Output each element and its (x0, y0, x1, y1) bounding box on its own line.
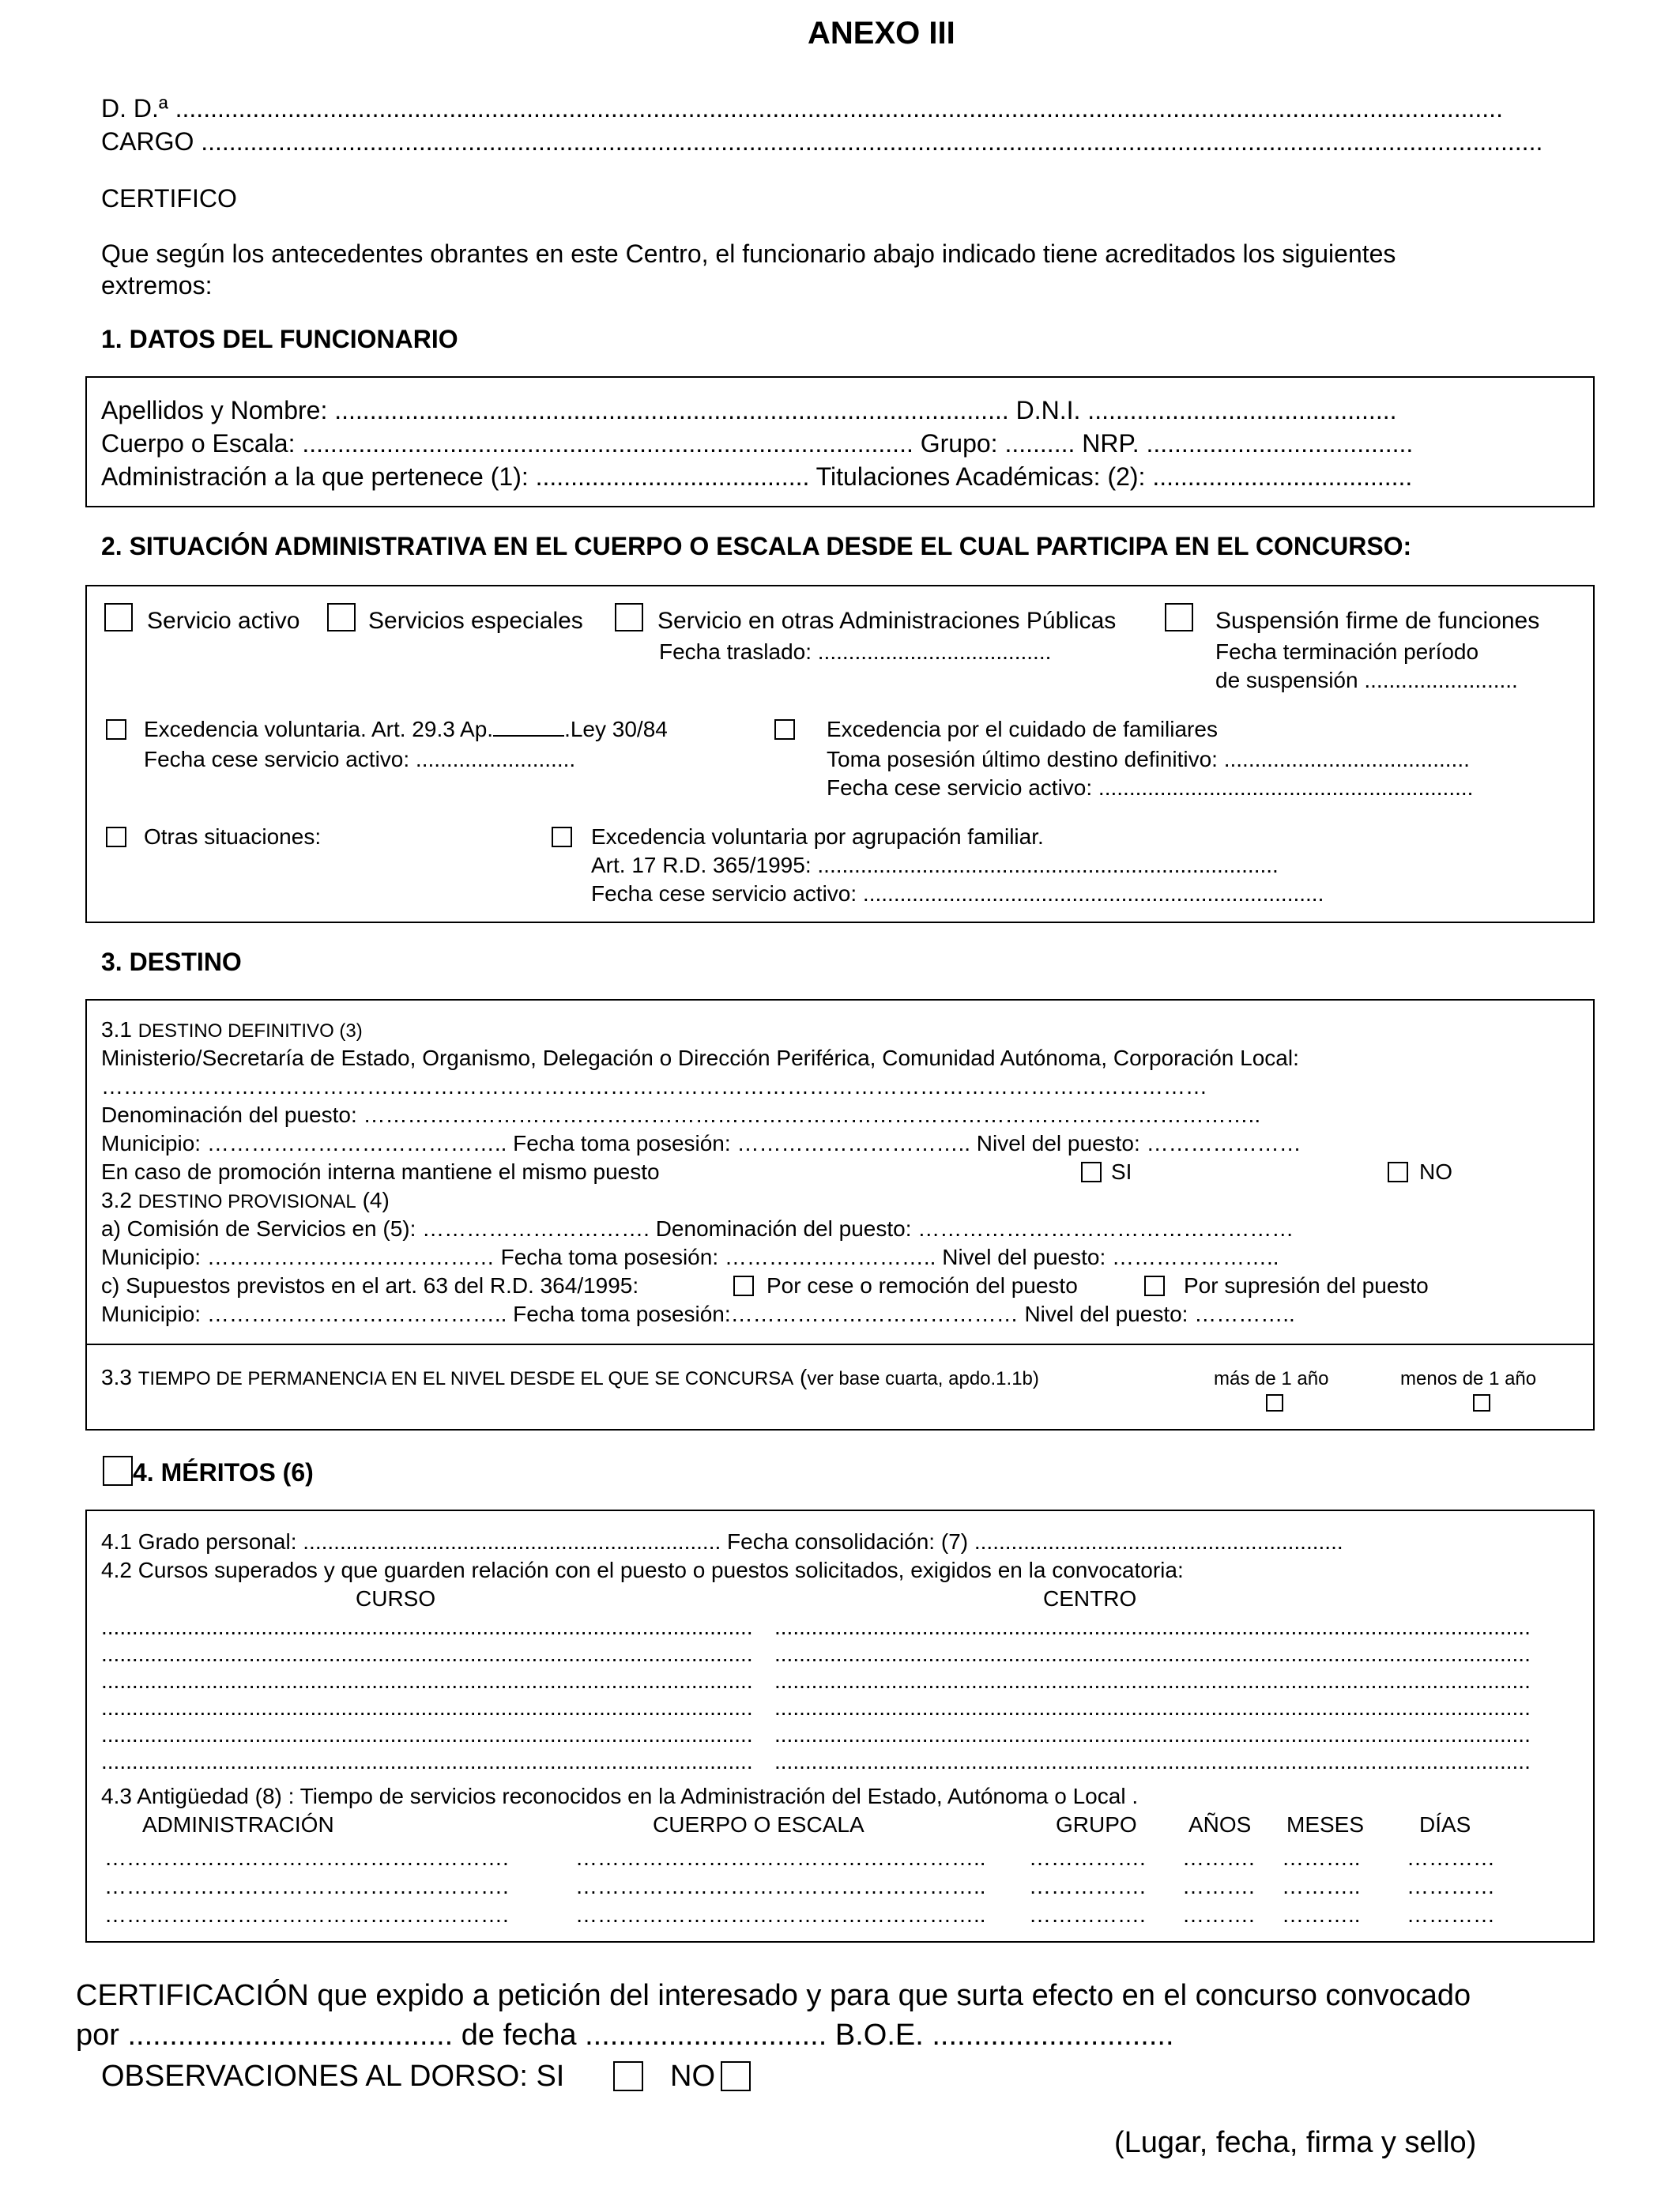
municipio-line-1: Municipio: ………………………………….. Fecha toma posesión: ………………………….. Nivel del puesto: ………………… (101, 1131, 1301, 1155)
art17-line: Art. 17 R.D. 365/1995: ........................................................................... (591, 853, 1279, 877)
d33-paren: ( (800, 1365, 808, 1389)
permanencia-line (101, 1364, 1039, 1393)
curso-row: .......................................................................................................... (101, 1695, 753, 1720)
checkbox-excedencia-voluntaria[interactable] (106, 719, 126, 740)
label-por-cese: Por cese o remoción del puesto (767, 1273, 1078, 1298)
curso-row: .......................................................................................................... (101, 1668, 753, 1693)
firma-label: (Lugar, fecha, firma y sello) (1114, 2126, 1477, 2159)
antiguedad-admin-cell: ………………………………………………. (104, 1874, 509, 1898)
section1-line-3: Administración a la que pertenece (1): ....................................... Titulaciones Académicas: (2): ..................................... (101, 462, 1413, 491)
fecha-cese-1: Fecha cese servicio activo: .......................... (144, 747, 576, 771)
d33-label: TIEMPO DE PERMANENCIA EN EL NIVEL DESDE EL QUE SE CONCURSA (137, 1368, 794, 1389)
ministerio-dots: …………………………………………………………………………………………………………………………………… (101, 1074, 1207, 1099)
antiguedad-grupo-cell: ……………. (1029, 1902, 1146, 1927)
antiguedad-meses-cell: ……….. (1282, 1902, 1361, 1927)
label-menos-1-ano: menos de 1 año (1400, 1368, 1537, 1389)
checkbox-menos-1-ano[interactable] (1473, 1394, 1490, 1412)
checkbox-observaciones-no[interactable] (721, 2061, 751, 2091)
d32-label: DESTINO PROVISIONAL (137, 1191, 356, 1212)
intro-text-2: extremos: (101, 271, 213, 300)
header-anos: AÑOS (1188, 1812, 1252, 1837)
checkbox-suspension[interactable] (1165, 603, 1193, 631)
section1-line-2: Cuerpo o Escala: ....................................................................................... Grupo: .......... NRP. ...................................... (101, 429, 1414, 458)
antiguedad-admin-cell: ………………………………………………. (104, 1845, 509, 1870)
label-promocion-si: SI (1111, 1159, 1132, 1184)
fecha-cese-3: Fecha cese servicio activo: ........................................................................... (591, 881, 1324, 906)
antiguedad-cuerpo-cell: ……………………………………………….. (575, 1902, 986, 1927)
checkbox-promocion-no[interactable] (1388, 1162, 1408, 1182)
antiguedad-grupo-cell: ……………. (1029, 1845, 1146, 1870)
checkbox-promocion-si[interactable] (1081, 1162, 1102, 1182)
curso-row: .......................................................................................................... (101, 1615, 753, 1639)
antiguedad-anos-cell: ………. (1182, 1845, 1255, 1870)
antiguedad-dias-cell: ………… (1407, 1874, 1495, 1898)
label-servicios-especiales: Servicios especiales (368, 608, 583, 634)
label-agrupacion-familiar: Excedencia voluntaria por agrupación familiar. (591, 824, 1044, 849)
comision-line: a) Comisión de Servicios en (5): …………………………. Denominación del puesto: …………………………………………… (101, 1216, 1294, 1241)
label-otras-situaciones: Otras situaciones: (144, 824, 322, 849)
label-mas-1-ano: más de 1 año (1214, 1368, 1329, 1389)
page-title: ANEXO III (808, 16, 955, 51)
de-suspension: de suspensión ......................... (1215, 668, 1518, 692)
label-promocion-no: NO (1419, 1159, 1452, 1184)
d31-label: DESTINO DEFINITIVO (3) (137, 1020, 363, 1042)
checkbox-mas-1-ano[interactable] (1266, 1394, 1283, 1412)
section1-heading: 1. DATOS DEL FUNCIONARIO (101, 325, 458, 353)
antiguedad-cuerpo-cell: ……………………………………………….. (575, 1874, 986, 1898)
d33-number: 3.3 (101, 1365, 132, 1389)
toma-posesion-definitivo: Toma posesión último destino definitivo: ........................................ (827, 747, 1470, 771)
antiguedad-dias-cell: ………… (1407, 1845, 1495, 1870)
centro-row: ........................................................................................................................... (774, 1668, 1531, 1693)
centro-row: ........................................................................................................................... (774, 1615, 1531, 1639)
d32-number: 3.2 (101, 1188, 132, 1212)
antiguedad-line: 4.3 Antigüedad (8) : Tiempo de servicios reconocidos en la Administración del Estado, Autónoma o Local . (101, 1784, 1139, 1808)
observaciones-label: OBSERVACIONES AL DORSO: SI (101, 2060, 565, 2093)
label-suspension: Suspensión firme de funciones (1215, 608, 1540, 634)
checkbox-servicios-especiales[interactable] (327, 603, 356, 631)
d33-reference: ver base cuarta, apdo.1.1b) (807, 1368, 1039, 1389)
cursos-line: 4.2 Cursos superados y que guarden relación con el puesto o puestos solicitados, exigidos en la convocatoria: (101, 1558, 1184, 1582)
ley-text: .Ley 30/84 (564, 717, 668, 741)
d31-number: 3.1 (101, 1017, 132, 1042)
checkbox-otras-situaciones[interactable] (106, 827, 126, 847)
antiguedad-meses-cell: ……….. (1282, 1845, 1361, 1870)
grado-personal-line: 4.1 Grado personal: .................................................................... Fecha consolidación: (7) ............................................................ (101, 1529, 1343, 1554)
intro-text-1: Que según los antecedentes obrantes en este Centro, el funcionario abajo indicado tiene acreditados los siguientes (101, 239, 1396, 268)
column-curso: CURSO (356, 1586, 436, 1611)
label-excedencia-voluntaria (144, 716, 668, 743)
observaciones-no-label: NO (670, 2060, 715, 2093)
checkbox-agrupacion-familiar[interactable] (552, 827, 572, 847)
ministerio-line: Ministerio/Secretaría de Estado, Organismo, Delegación o Dirección Periférica, Comunidad Autónoma, Corporación Local: (101, 1046, 1299, 1070)
header-grupo: GRUPO (1056, 1812, 1137, 1837)
curso-row: .......................................................................................................... (101, 1749, 753, 1774)
curso-row: .......................................................................................................... (101, 1642, 753, 1666)
certificacion-line-2: por ....................................... de fecha ............................. B.O.E. ............................. (76, 2019, 1174, 2052)
column-centro: CENTRO (1043, 1586, 1137, 1611)
centro-row: ........................................................................................................................... (774, 1749, 1531, 1774)
checkbox-por-supresion[interactable] (1144, 1276, 1165, 1296)
fecha-traslado: Fecha traslado: ...................................... (659, 639, 1052, 664)
antiguedad-anos-cell: ………. (1182, 1902, 1255, 1927)
supuestos-line: c) Supuestos previstos en el art. 63 del R.D. 364/1995: (101, 1273, 639, 1298)
header-administracion: ADMINISTRACIÓN (142, 1812, 334, 1837)
label-otras-administraciones: Servicio en otras Administraciones Públicas (657, 608, 1117, 634)
section3-heading: 3. DESTINO (101, 948, 242, 976)
apartado-blank[interactable] (493, 719, 564, 737)
destino-definitivo-heading (101, 1016, 363, 1045)
centro-row: ........................................................................................................................... (774, 1695, 1531, 1720)
checkbox-excedencia-familiares[interactable] (774, 719, 795, 740)
municipio-line-2: Municipio: ………………………………… Fecha toma posesión: ……………………….. Nivel del puesto: ………………….. (101, 1245, 1279, 1269)
curso-row: .......................................................................................................... (101, 1722, 753, 1747)
label-excedencia-familiares: Excedencia por el cuidado de familiares (827, 717, 1218, 741)
section2-heading: 2. SITUACIÓN ADMINISTRATIVA EN EL CUERPO O ESCALA DESDE EL CUAL PARTICIPA EN EL CONCURSO: (101, 532, 1412, 560)
section3-divider (85, 1344, 1595, 1345)
antiguedad-admin-cell: ………………………………………………. (104, 1902, 509, 1927)
label-servicio-activo: Servicio activo (147, 608, 300, 634)
centro-row: ........................................................................................................................... (774, 1722, 1531, 1747)
dd-line: D. D.ª ............................................................................................................................................................................................. (101, 94, 1503, 123)
fecha-terminacion: Fecha terminación período (1215, 639, 1479, 664)
antiguedad-cuerpo-cell: ……………………………………………….. (575, 1845, 986, 1870)
header-meses: MESES (1286, 1812, 1365, 1837)
certificacion-line-1: CERTIFICACIÓN que expido a petición del interesado y para que surta efecto en el concurso convocado (76, 1979, 1471, 2012)
cargo-line: CARGO ............................................................................................................................................................................................... (101, 127, 1543, 156)
section4-heading: 4. MÉRITOS (6) (133, 1458, 314, 1487)
fecha-cese-2: Fecha cese servicio activo: ............................................................. (827, 775, 1474, 800)
checkbox-otras-administraciones[interactable] (615, 603, 643, 631)
certifico-label: CERTIFICO (101, 184, 237, 213)
checkbox-por-cese[interactable] (733, 1276, 754, 1296)
antiguedad-anos-cell: ………. (1182, 1874, 1255, 1898)
promocion-line: En caso de promoción interna mantiene el mismo puesto (101, 1159, 660, 1184)
denominacion-line: Denominación del puesto: ………………………………………………………………………………………………………….. (101, 1103, 1261, 1127)
checkbox-observaciones-si[interactable] (613, 2061, 643, 2091)
antiguedad-meses-cell: ……….. (1282, 1874, 1361, 1898)
d32-note: (4) (362, 1188, 390, 1212)
section1-line-1: Apellidos y Nombre: ................................................................................................ D.N.I. ............................................ (101, 396, 1397, 424)
municipio-line-3: Municipio: ………………………………….. Fecha toma posesión:………………………………… Nivel del puesto: ………….. (101, 1302, 1295, 1326)
excedencia-voluntaria-text: Excedencia voluntaria. Art. 29.3 Ap. (144, 717, 494, 741)
checkbox-meritos[interactable] (103, 1456, 133, 1486)
checkbox-servicio-activo[interactable] (104, 603, 133, 631)
header-dias: DÍAS (1419, 1812, 1471, 1837)
antiguedad-dias-cell: ………… (1407, 1902, 1495, 1927)
label-por-supresion: Por supresión del puesto (1184, 1273, 1429, 1298)
header-cuerpo-escala: CUERPO O ESCALA (653, 1812, 864, 1837)
centro-row: ........................................................................................................................... (774, 1642, 1531, 1666)
destino-provisional-heading (101, 1187, 390, 1216)
antiguedad-grupo-cell: ……………. (1029, 1874, 1146, 1898)
